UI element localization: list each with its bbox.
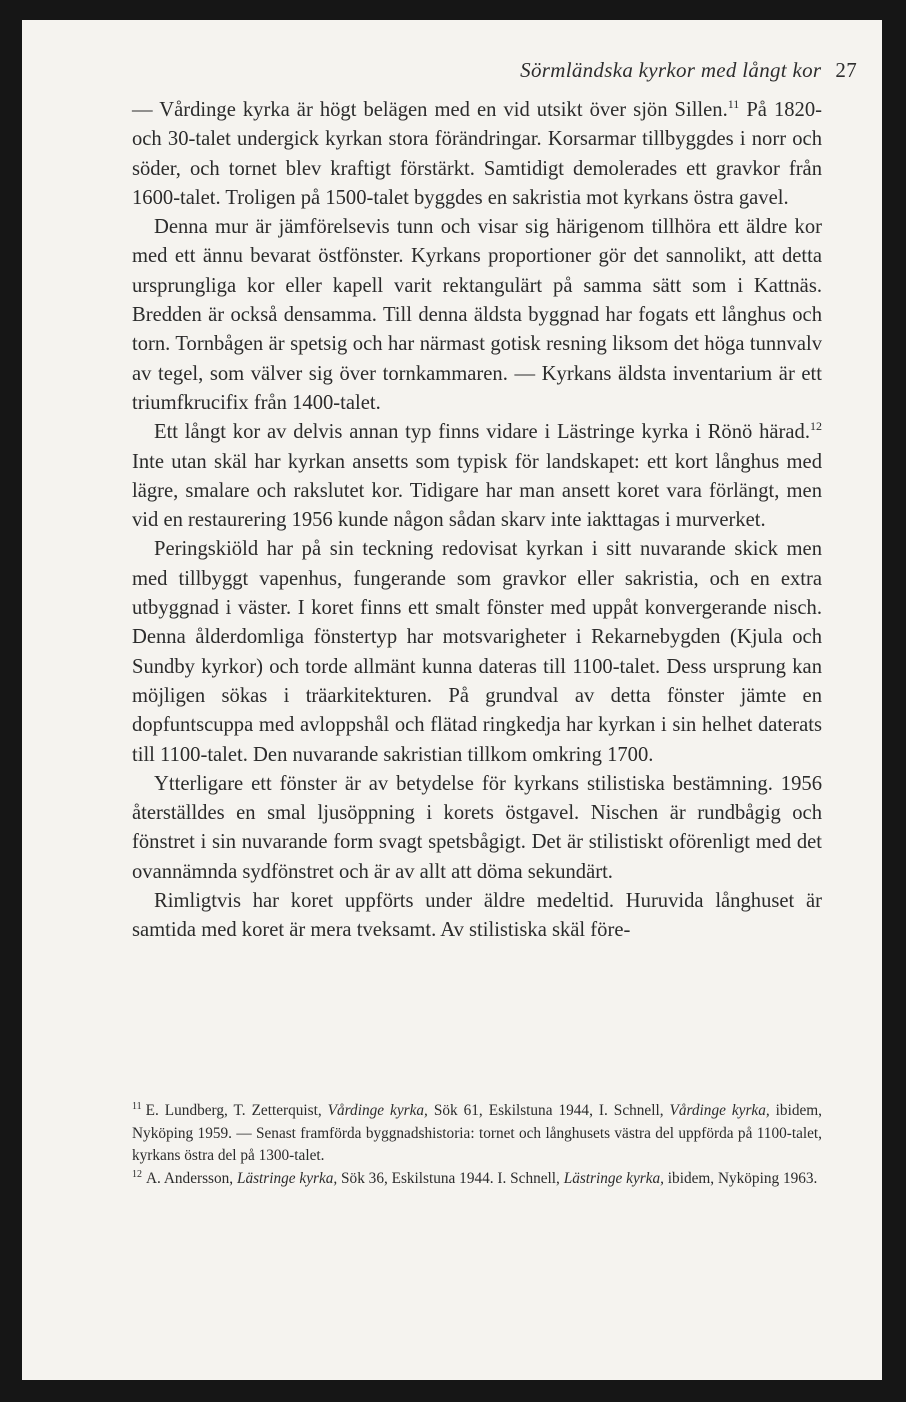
footnote-12-title-a: Lästringe kyrka, [236,1169,338,1187]
paragraph-4: Peringskiöld har på sin teckning redovisat kyrkan i sitt nuvarande skick men med tillbyggt vapenhus, fungerande som gravkor eller sakristia, och en extra utbyggnad i väster. I koret finns ett smalt fönster med uppåt konvergerande nisch. Denna ålderdomliga fönstertyp har motsvarigheter i Rekarnebygden (Kjula och Sundby kyrkor) och torde allmänt kunna dateras till 1100-talet. Dess ursprung kan möjligen sökas i träarkitekturen. På grundval av detta fönster jämte en dopfuntscuppa med avloppshål och flätad ringkedja har kyrkan i sin helhet daterats till 1100-talet. Den nuvarande sakristian tillkom omkring 1700. [132,538,822,766]
footnote-11-number: 11 [132,1101,142,1112]
footnote-11-text-e: ibidem, Nyköping 1959. — Senast framförda byggnadshistoria: tornet och långhusets västra del uppförda på 1100-talet, kyrkans östra del på 1300-talet. [132,1102,822,1164]
footnote-12-text-a: A. Andersson, [146,1169,237,1187]
footnote-11-title-a: Vårdinge kyrka, [327,1102,428,1119]
paragraph-3-text: Ett långt kor av delvis annan typ finns vidare i Lästringe kyrka i Rönö härad. [154,421,810,444]
footnote-11 [132,1100,822,1168]
footnote-ref-12: 12 [810,419,822,434]
paragraph-3-text-cont: Inte utan skäl har kyrkan ansetts som typisk för landskapet: ett kort långhus med lägre, smalare och rakslutet kor. Tidigare har man ansett koret vara förlängt, men vid en restaurering 1956 kunde någon sådan skarv inte iakttagas i murverket. [132,450,822,532]
paragraph-5: Ytterligare ett fönster är av betydelse för kyrkans stilistiska bestämning. 1956 återställdes en smal ljusöppning i korets östgavel. Nischen är rundbågig och fönstret i sin nuvarande form svagt spetsbågigt. Det är stilistiskt oförenligt med det ovannämnda sydfönstret och är av allt att döma sekundärt. [132,772,822,883]
page-number: 27 [835,58,857,82]
footnote-11-text-c: Sök 61, Eskilstuna 1944, I. Schnell, [427,1102,670,1119]
footnote-ref-11: 11 [727,97,740,111]
footnote-12-title-b: Lästringe kyrka, [563,1169,664,1187]
paragraph-1-text: — Vårdinge kyrka är högt belägen med en vid utsikt över sjön Sillen. [132,99,728,121]
running-title: Sörmländska kyrkor med långt kor [520,58,822,82]
paragraph-3 [132,418,822,535]
book-page [22,20,882,1380]
paragraph-1 [132,96,822,213]
footnote-12-number: 12 [132,1168,142,1180]
paragraph-1-text-cont: På 1820- och 30-talet undergick kyrkan stora förändringar. Korsarmar tillbyggdes i norr och söder, och tornet blev kraftigt förstärkt. Samtidigt demolerades ett gravkor från 1600-talet. Troligen på 1500-talet byggdes en sakristia mot kyrkans östra gavel. [132,99,822,209]
footnote-12-text-c: Sök 36, Eskilstuna 1944. I. Schnell, [337,1169,564,1187]
footnotes [132,1100,822,1190]
footnote-12-text-e: ibidem, Nyköping 1963. [663,1169,818,1187]
footnote-12 [132,1168,822,1191]
running-header [132,58,857,83]
footnote-11-title-b: Vårdinge kyrka, [669,1102,770,1119]
paragraph-2: Denna mur är jämförelsevis tunn och visar sig härigenom tillhöra ett äldre kor med ett ännu bevarat östfönster. Kyrkans proportioner gör det sannolikt, att detta ursprungliga kor eller kapell varit rektangulärt på samma sätt som i Kattnäs. Bredden är också densamma. Till denna äldsta byggnad har fogats ett långhus och torn. Tornbågen är spetsig och har närmast gotisk resning liksom det höga tunnvalv av tegel, som välver sig över tornkammaren. — Kyrkans äldsta inventarium är ett triumfkrucifix från 1400-talet. [132,216,822,414]
paragraph-6: Rimligtvis har koret uppförts under äldre medeltid. Huruvida långhuset är samtida med koret är mera tveksamt. Av stilistiska skäl före- [132,890,822,942]
body-text [132,96,822,946]
footnote-11-text-a: E. Lundberg, T. Zetterquist, [145,1102,328,1119]
